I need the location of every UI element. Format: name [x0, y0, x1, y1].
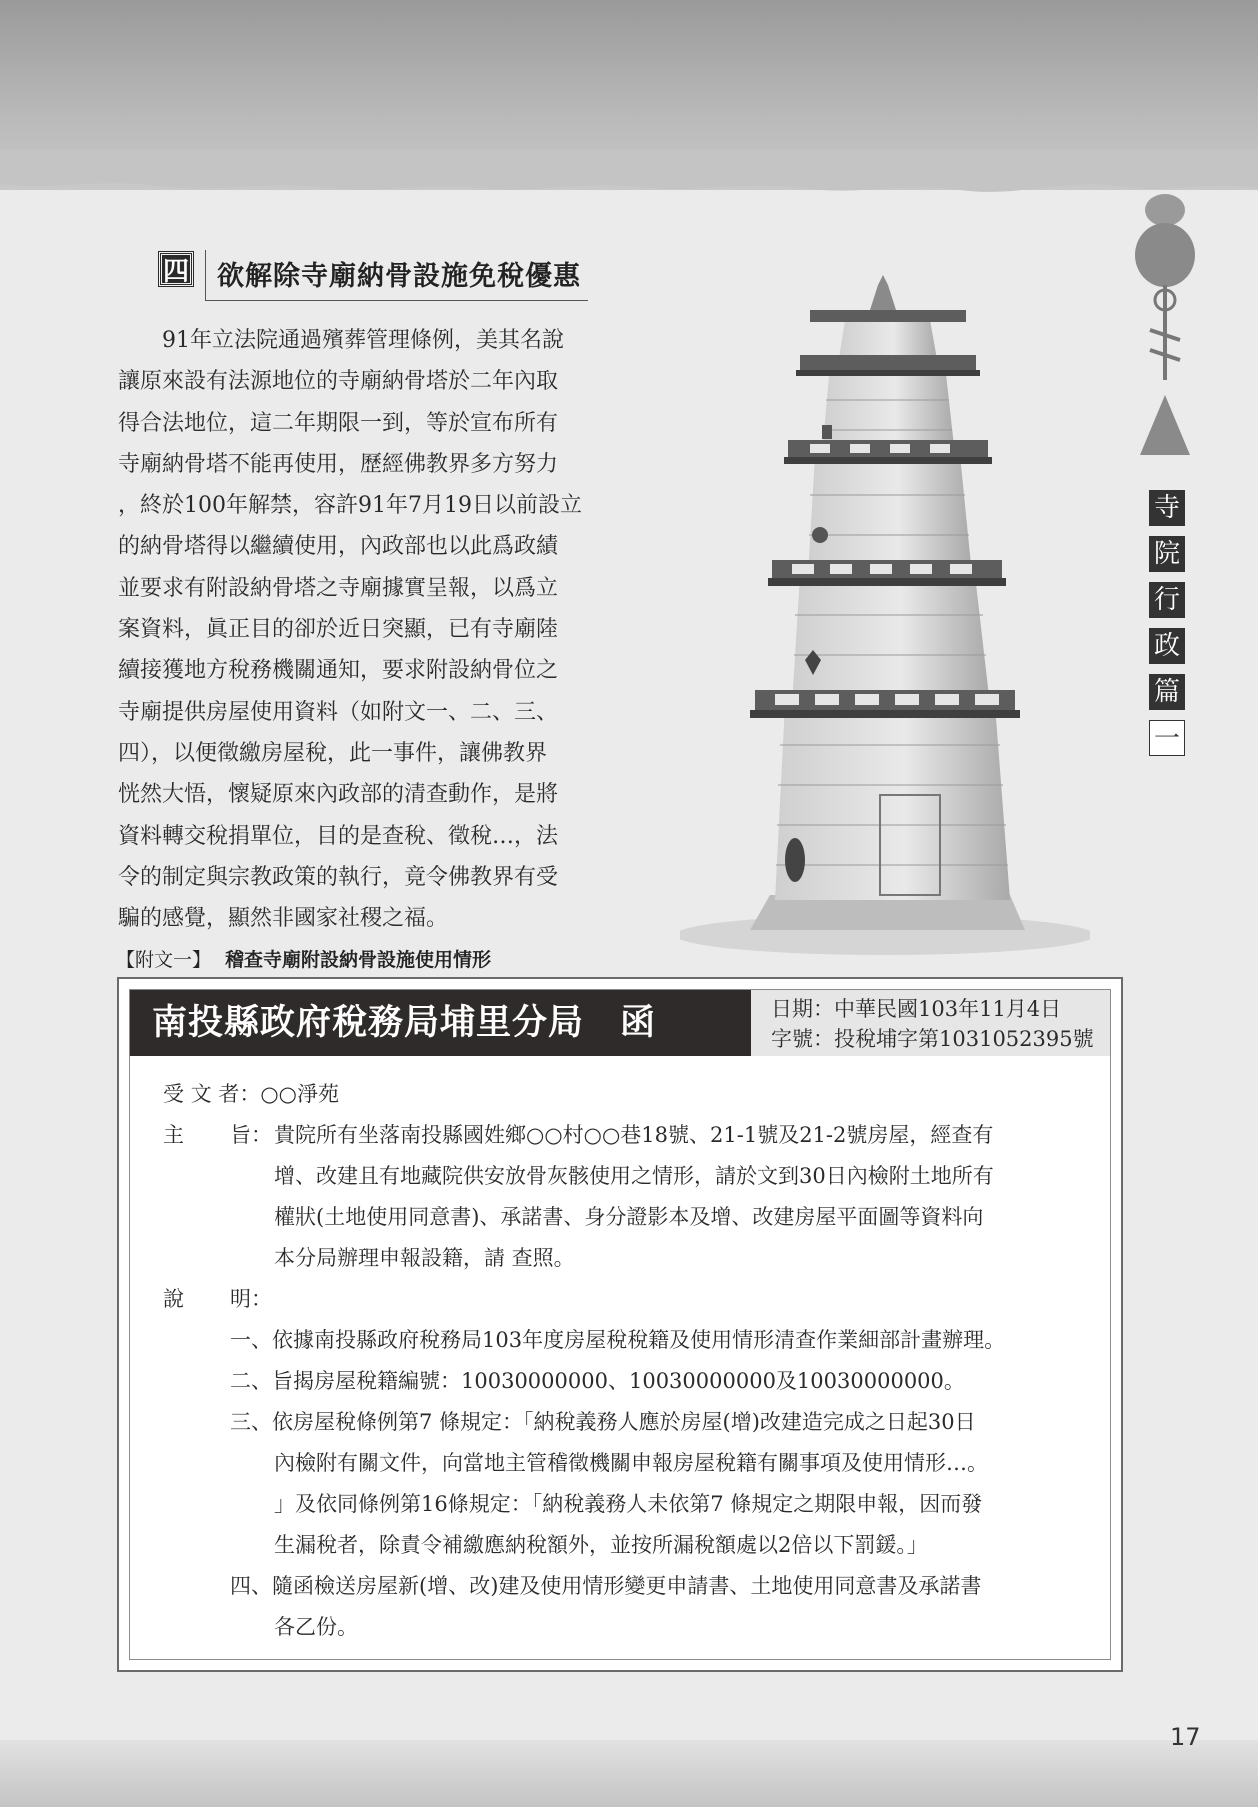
- body-line: 並要求有附設納骨塔之寺廟據實呈報，以爲立: [118, 575, 559, 601]
- chapter-side-tab: [1149, 490, 1185, 766]
- recipient-value: ○○淨苑: [260, 1082, 340, 1106]
- gourd-ornament: [1120, 180, 1210, 490]
- side-tab-char: 寺: [1149, 490, 1185, 526]
- subject-line: 權狀(土地使用同意書)、承諾書、身分證影本及增、改建房屋平面圖等資料向: [274, 1205, 984, 1229]
- appendix-title: 稽查寺廟附設納骨設施使用情形: [225, 949, 492, 971]
- section-number-badge: 四: [159, 252, 193, 286]
- side-tab-char: 院: [1149, 536, 1185, 572]
- bottom-ink-band: [0, 1740, 1258, 1807]
- body-line: 續接獲地方稅務機關通知，要求附設納骨位之: [118, 658, 559, 684]
- letter-meta: [751, 990, 1110, 1056]
- body-line: 寺廟納骨塔不能再使用，歷經佛教界多方努力: [118, 451, 559, 477]
- explain-item-cont: 各乙份。: [274, 1615, 358, 1639]
- side-tab-char: 行: [1149, 582, 1185, 618]
- body-line: 四），以便徵繳房屋稅，此一事件，讓佛教界: [118, 740, 548, 766]
- section-title: 欲解除寺廟納骨設施免稅優惠: [217, 261, 581, 292]
- explain-item-cont: 內檢附有關文件，向當地主管稽徵機關申報房屋稅籍有關事項及使用情形…。: [274, 1451, 988, 1475]
- letter-frame: [129, 989, 1111, 1660]
- body-line: 騙的感覺，顯然非國家社稷之福。: [118, 906, 449, 932]
- explain-item-cont: 」及依同條例第16條規定：「納稅義務人未依第7 條規定之期限申報，因而發: [274, 1492, 983, 1516]
- appendix-tag: 【附文一】: [116, 949, 212, 971]
- body-line: 讓原來設有法源地位的寺廟納骨塔於二年內取: [118, 369, 559, 395]
- subject-label-b: 旨：: [230, 1123, 272, 1147]
- body-line: 令的制定與宗教政策的執行，竟令佛教界有受: [118, 864, 559, 890]
- explain-label-b: 明：: [230, 1287, 272, 1311]
- official-letter: [117, 977, 1123, 1672]
- pagoda-illustration: [680, 275, 1090, 955]
- letter-header: 南投縣政府稅務局埔里分局 函: [130, 990, 751, 1056]
- explain-label-a: 說: [163, 1287, 184, 1311]
- body-line: 案資料，眞正目的卻於近日突顯，已有寺廟陸: [118, 617, 559, 643]
- body-line: ，終於100年解禁，容許91年7月19日以前設立: [118, 493, 582, 519]
- heading-underline: [205, 300, 588, 301]
- side-tab-char: 一: [1149, 720, 1185, 756]
- letter-date: 日期：中華民國103年11月4日: [771, 997, 1062, 1021]
- body-line: 的納骨塔得以繼續使用，內政部也以此爲政績: [118, 534, 559, 560]
- letter-reference: 字號：投稅埔字第1031052395號: [771, 1027, 1094, 1051]
- heading-divider: [205, 250, 206, 300]
- side-tab-char: 政: [1149, 628, 1185, 664]
- appendix-caption: [116, 947, 491, 973]
- explain-item: 三、依房屋稅條例第7 條規定：「納稅義務人應於房屋(增)改建造完成之日起30日: [230, 1410, 976, 1434]
- explain-item: 一、依據南投縣政府稅務局103年度房屋稅稅籍及使用情形清查作業細部計畫辦理。: [230, 1328, 1006, 1352]
- explain-item-cont: 生漏稅者，除責令補繳應納稅額外，並按所漏稅額處以2倍以下罰鍰。」: [274, 1533, 928, 1557]
- page-number: 17: [1170, 1723, 1201, 1751]
- recipient-row: [163, 1074, 339, 1115]
- body-paragraph: [118, 320, 590, 939]
- subject-line: 本分局辦理申報設籍，請 查照。: [274, 1246, 575, 1270]
- body-line: 寺廟提供房屋使用資料（如附文一、二、三、: [118, 699, 559, 725]
- side-tab-char: 篇: [1149, 674, 1185, 710]
- explain-item: 二、旨揭房屋稅籍編號：10030000000、10030000000及10030000000。: [230, 1369, 965, 1393]
- body-line: 得合法地位，這二年期限一到，等於宣布所有: [118, 410, 559, 436]
- subject-line: 增、改建且有地藏院供安放骨灰骸使用之情形，請於文到30日內檢附土地所有: [274, 1164, 994, 1188]
- body-line: 資料轉交稅捐單位，目的是查稅、徵稅…，法: [118, 823, 559, 849]
- recipient-label: 受 文 者：: [163, 1082, 261, 1106]
- body-line: 91年立法院通過殯葬管理條例，美其名說: [162, 328, 564, 353]
- explain-item: 四、隨函檢送房屋新(增、改)建及使用情形變更申請書、土地使用同意書及承諾書: [230, 1574, 982, 1598]
- body-line: 恍然大悟，懷疑原來內政部的清查動作，是將: [118, 782, 559, 808]
- subject-line: 貴院所有坐落南投縣國姓鄉○○村○○巷18號、21-1號及21-2號房屋，經查有: [274, 1123, 994, 1147]
- subject-label-a: 主: [163, 1123, 184, 1147]
- torn-paper-edge: [0, 150, 1258, 220]
